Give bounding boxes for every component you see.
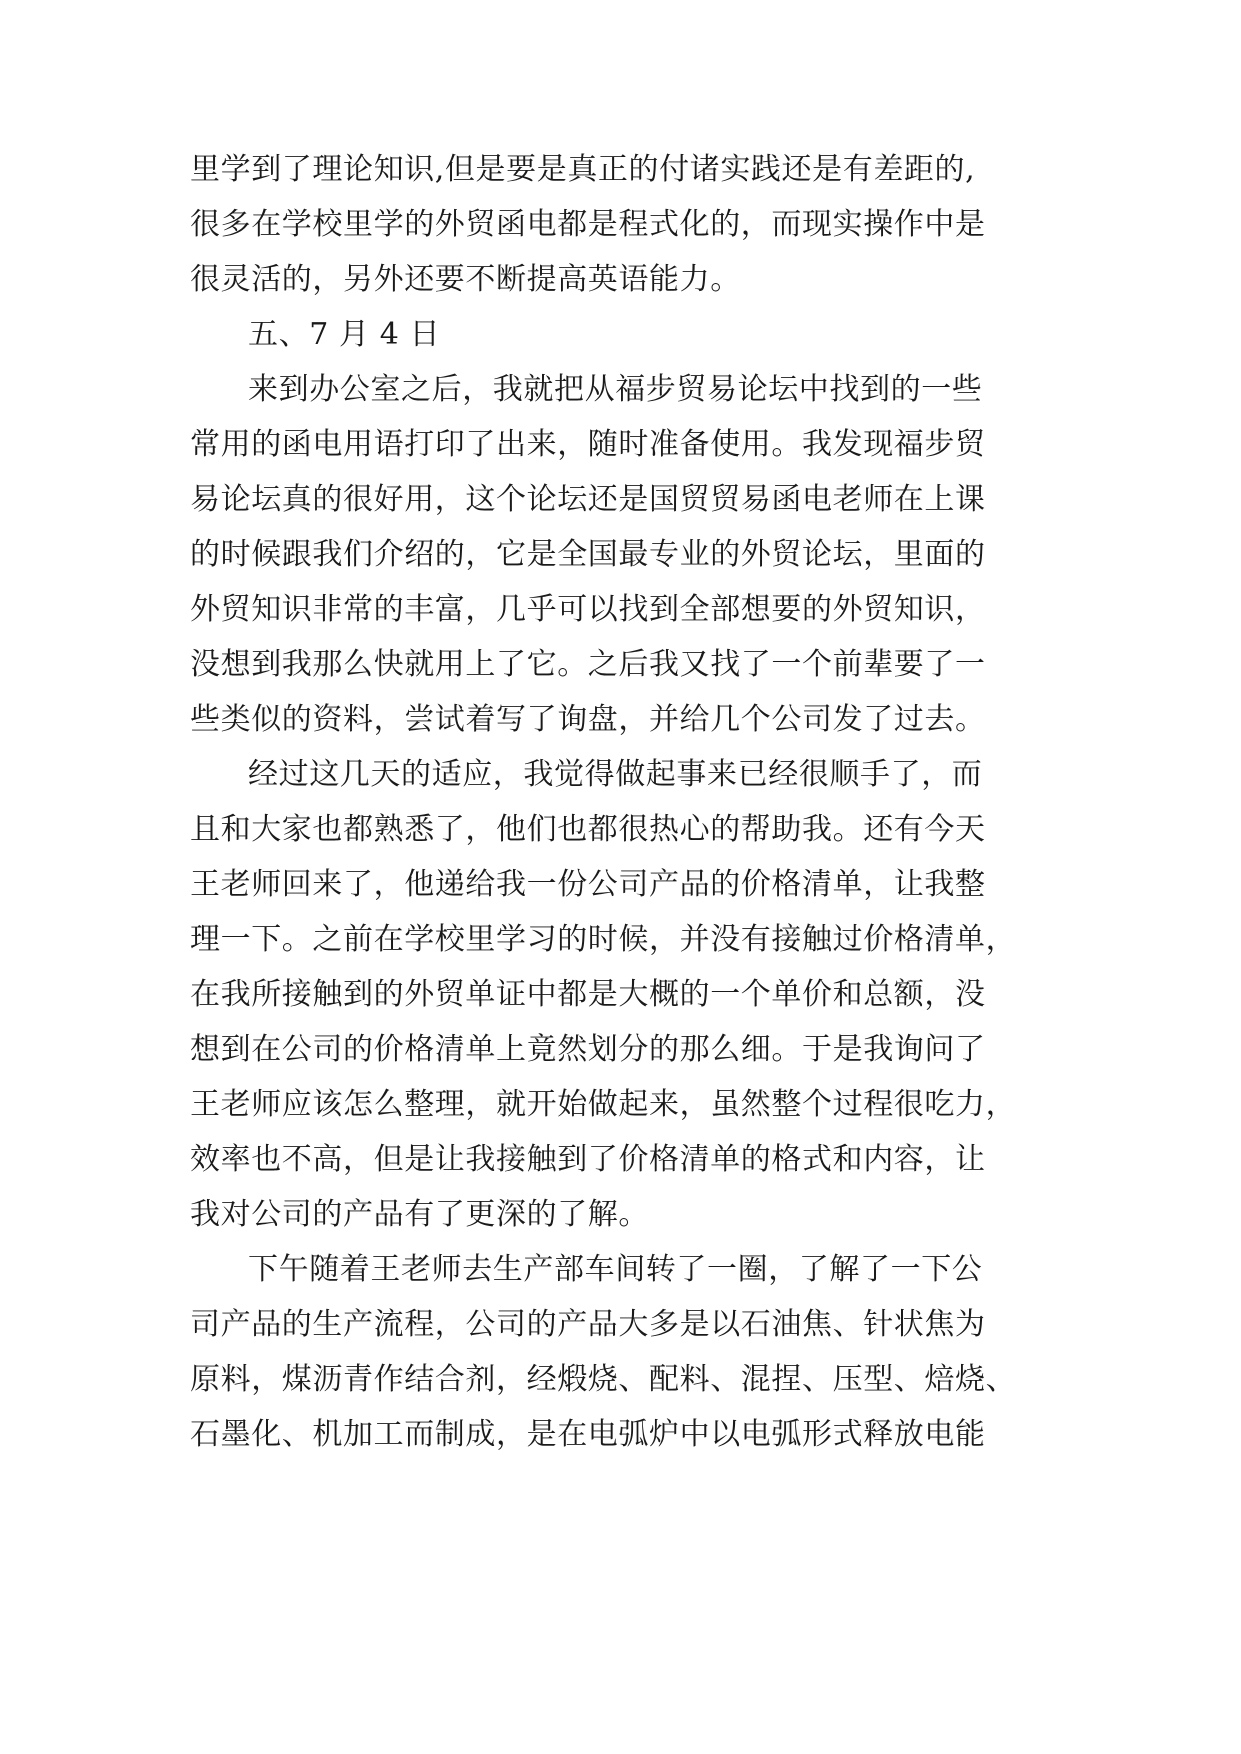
text-line: 很多在学校里学的外贸函电都是程式化的，而现实操作中是 xyxy=(190,207,986,242)
text-line: 常用的函电用语打印了出来，随时准备使用。我发现福步贸 xyxy=(190,427,986,462)
text-line: 没想到我那么快就用上了它。之后我又找了一个前辈要了一 xyxy=(190,647,986,682)
text-line: 司产品的生产流程，公司的产品大多是以石油焦、针状焦为 xyxy=(190,1307,986,1342)
text-line: 王老师回来了，他递给我一份公司产品的价格清单，让我整 xyxy=(190,867,986,902)
text-line: 在我所接触到的外贸单证中都是大概的一个单价和总额，没 xyxy=(190,977,986,1012)
text-line: 原料，煤沥青作结合剂，经煅烧、配料、混捏、压型、焙烧、 xyxy=(190,1362,1017,1397)
text-line: 且和大家也都熟悉了，他们也都很热心的帮助我。还有今天 xyxy=(190,812,986,847)
text-line: 想到在公司的价格清单上竟然划分的那么细。于是我询问了 xyxy=(190,1032,986,1067)
text-line: 我对公司的产品有了更深的了解。 xyxy=(190,1197,649,1232)
text-line: 理一下。之前在学校里学习的时候，并没有接触过价格清单， xyxy=(190,922,1017,957)
text-line: 易论坛真的很好用，这个论坛还是国贸贸易函电老师在上课 xyxy=(190,482,986,517)
text-line: 外贸知识非常的丰富，几乎可以找到全部想要的外贸知识， xyxy=(190,592,986,627)
text-line: 经过这几天的适应，我觉得做起事来已经很顺手了，而 xyxy=(248,757,983,792)
text-line: 来到办公室之后，我就把从福步贸易论坛中找到的一些 xyxy=(248,372,983,407)
text-line: 王老师应该怎么整理，就开始做起来，虽然整个过程很吃力， xyxy=(190,1087,1017,1122)
text-line: 石墨化、机加工而制成，是在电弧炉中以电弧形式释放电能 xyxy=(190,1417,986,1452)
text-line: 下午随着王老师去生产部车间转了一圈，了解了一下公 xyxy=(248,1252,983,1287)
text-line: 些类似的资料，尝试着写了询盘，并给几个公司发了过去。 xyxy=(190,702,986,737)
text-line: 的时候跟我们介绍的，它是全国最专业的外贸论坛，里面的 xyxy=(190,537,986,572)
text-line: 里学到了理论知识,但是要是真正的付诸实践还是有差距的, xyxy=(190,152,976,187)
text-line: 效率也不高，但是让我接触到了价格清单的格式和内容，让 xyxy=(190,1142,986,1177)
text-line: 很灵活的，另外还要不断提高英语能力。 xyxy=(190,262,741,297)
section-heading: 五、7 月 4 日 xyxy=(248,317,441,352)
